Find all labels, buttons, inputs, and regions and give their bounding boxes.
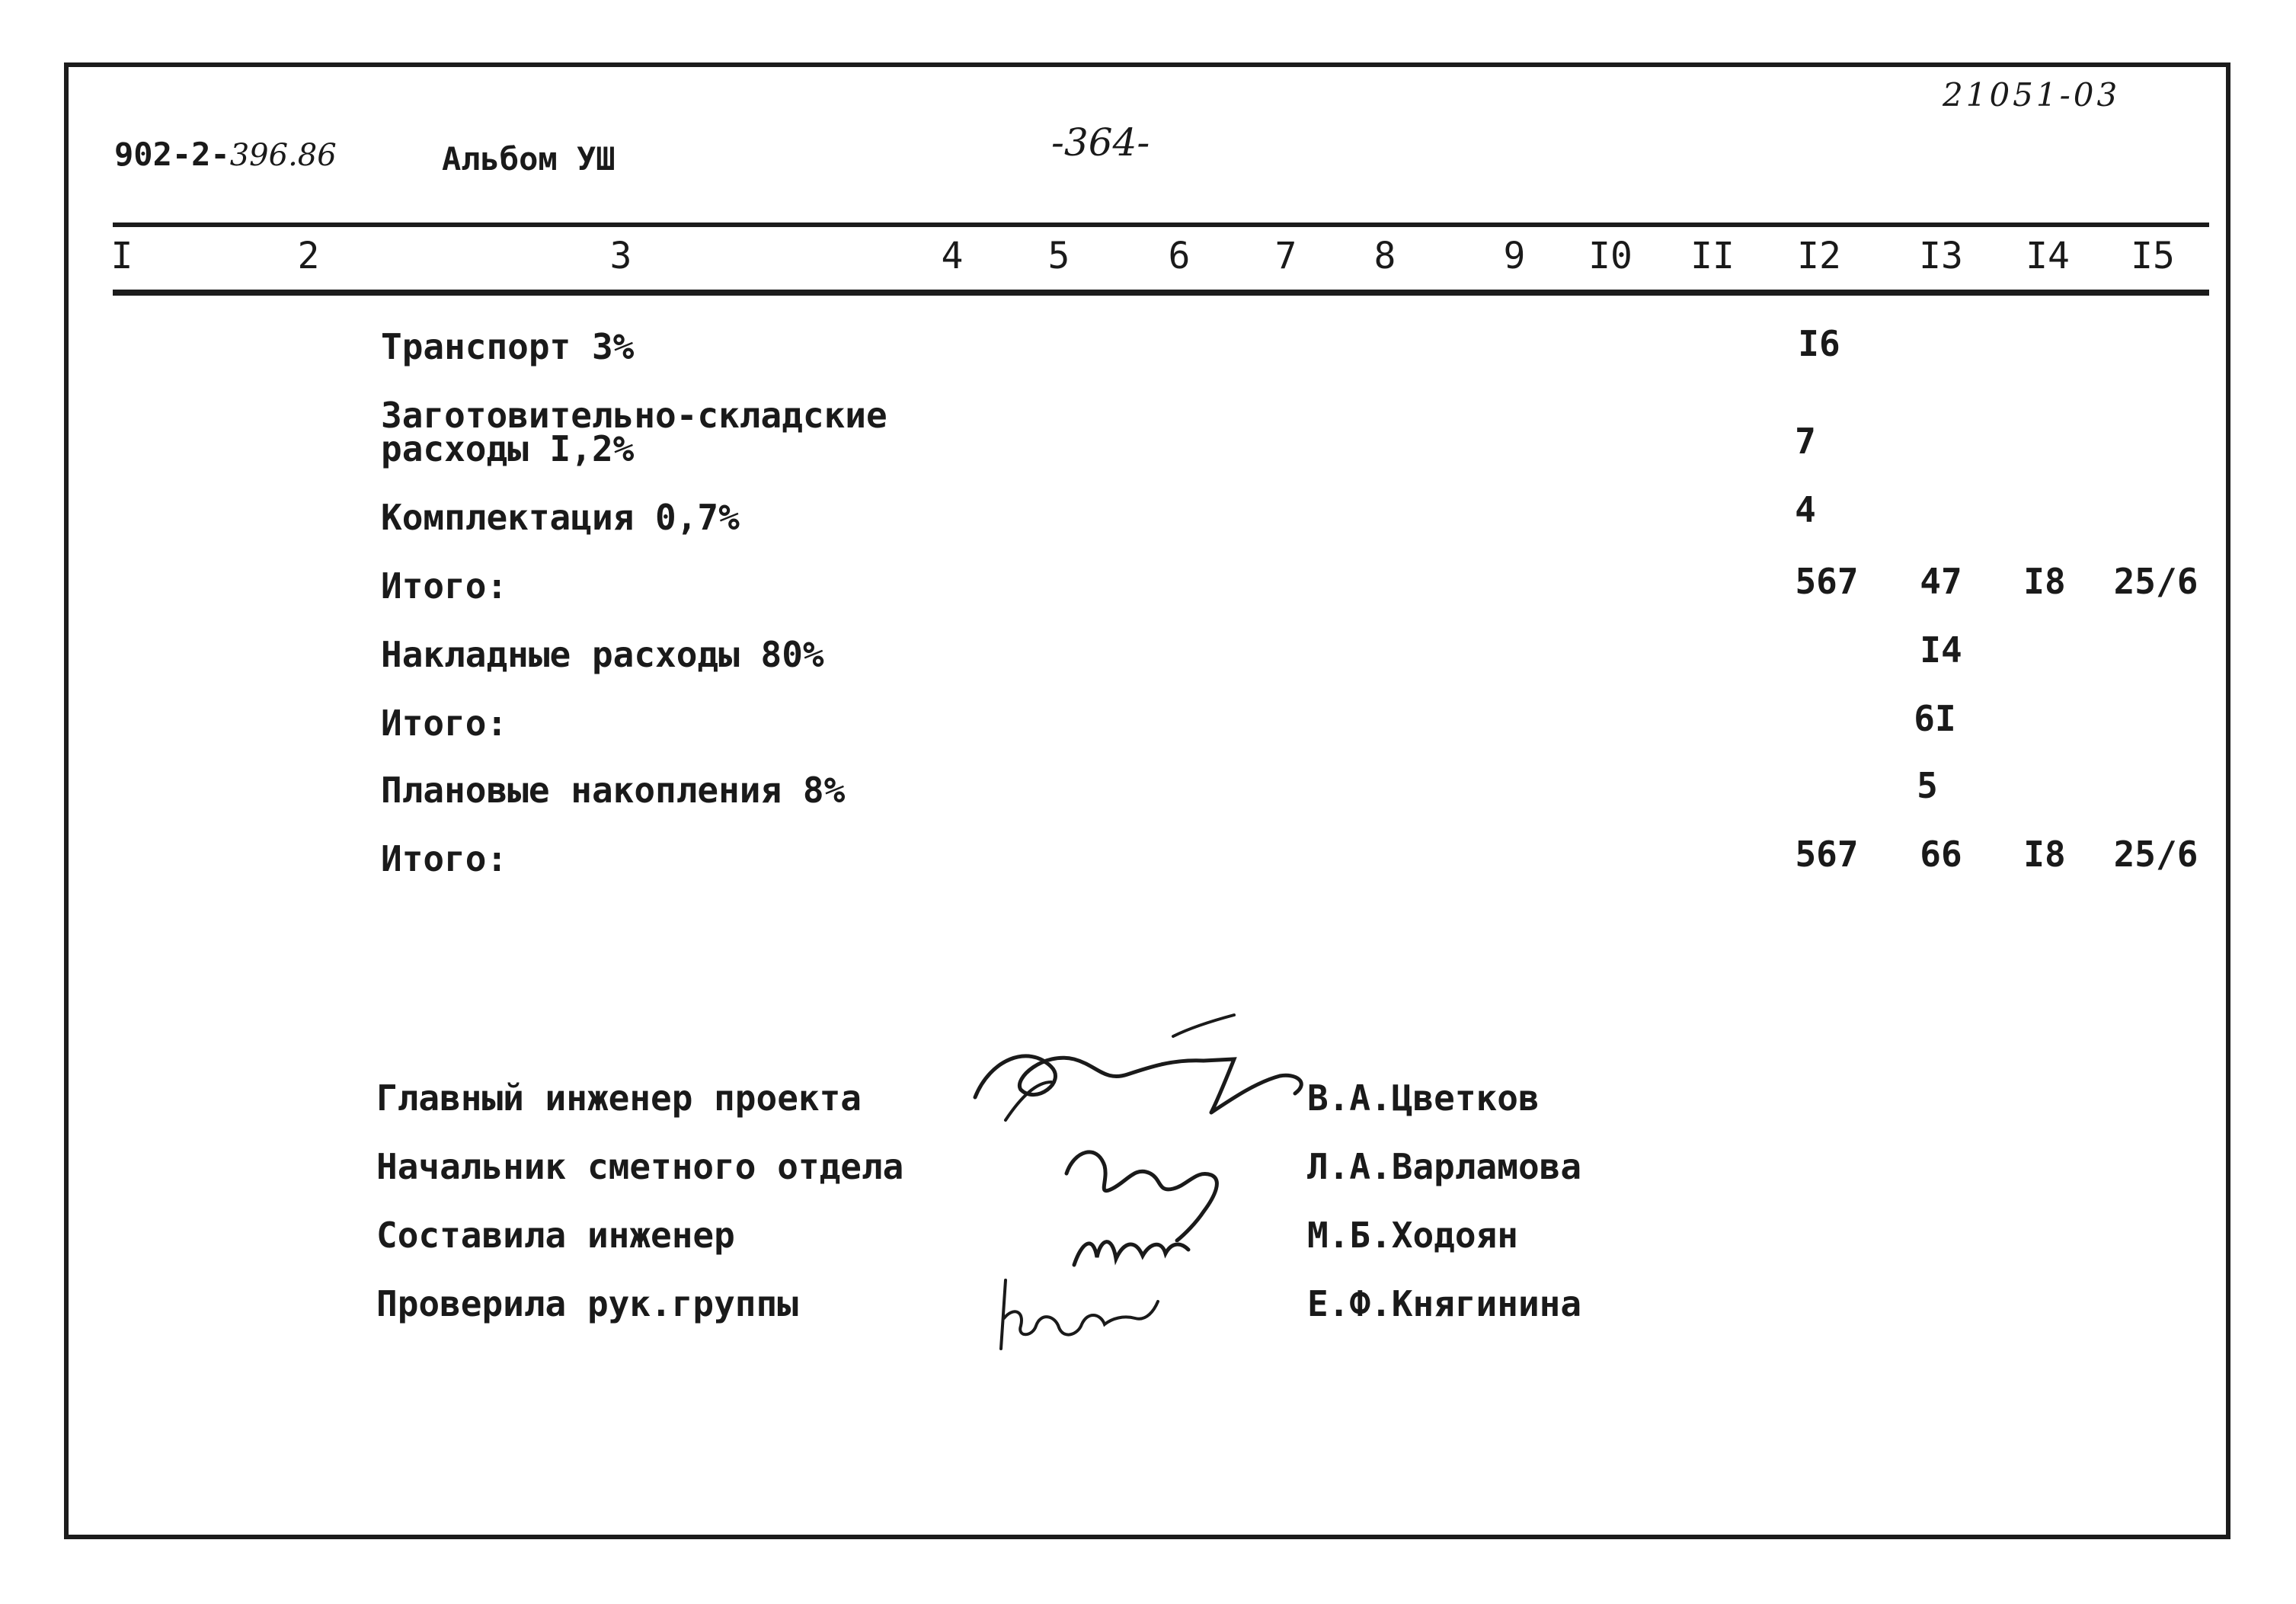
- row-label-subtotal-1: Итого:: [381, 565, 508, 607]
- column-number-14: I4: [2026, 235, 2070, 277]
- sign-name-estimate-head: Л.А.Варламова: [1307, 1146, 1582, 1187]
- row-label-transport: Транспорт 3%: [381, 326, 635, 367]
- row-total-col12: 567: [1795, 834, 1859, 875]
- row-total-col13: 66: [1920, 834, 1962, 875]
- row-label-procurement-line1: Заготовительно-складские: [381, 395, 887, 436]
- signature-checker: [990, 1265, 1188, 1356]
- sign-role-compiler: Составила инженер: [376, 1215, 735, 1256]
- column-number-10: I0: [1588, 235, 1632, 277]
- column-header-top-rule: [113, 223, 2209, 227]
- column-number-4: 4: [941, 235, 964, 277]
- column-number-9: 9: [1503, 235, 1526, 277]
- row-total-col15: 25/6: [2113, 834, 2198, 875]
- column-number-6: 6: [1168, 235, 1191, 277]
- row-total-col14: I8: [2023, 834, 2066, 875]
- signature-chief-engineer: [960, 1006, 1325, 1135]
- column-number-3: 3: [609, 235, 632, 277]
- document-number: 21051-03: [1943, 76, 2121, 114]
- row-completion-col12: 4: [1795, 489, 1816, 530]
- row-label-subtotal-2: Итого:: [381, 703, 508, 744]
- row-subtotal-1-col12: 567: [1795, 561, 1859, 602]
- row-subtotal-1-col14: I8: [2023, 561, 2066, 602]
- row-overhead-col13: I4: [1920, 629, 1962, 671]
- row-label-completion: Комплектация 0,7%: [381, 497, 740, 538]
- drawing-code-handwritten: 396.86: [229, 138, 337, 173]
- column-number-15: I5: [2131, 235, 2175, 277]
- album-label: Альбом УШ: [442, 140, 616, 178]
- row-planned-savings-col13: 5: [1917, 765, 1938, 806]
- drawing-code-prefix: 902-2-: [114, 136, 230, 173]
- row-label-total: Итого:: [381, 838, 508, 879]
- sign-role-chief-engineer: Главный инженер проекта: [376, 1077, 862, 1119]
- sign-name-chief-engineer: В.А.Цветков: [1307, 1077, 1540, 1119]
- row-label-planned-savings: Плановые накопления 8%: [381, 770, 846, 811]
- column-number-7: 7: [1274, 235, 1297, 277]
- row-label-procurement-line2: расходы I,2%: [381, 428, 635, 469]
- sign-role-checker: Проверила рук.группы: [376, 1283, 798, 1324]
- row-subtotal-1-col15: 25/6: [2113, 561, 2198, 602]
- column-number-12: I2: [1797, 235, 1841, 277]
- sign-role-estimate-head: Начальник сметного отдела: [376, 1146, 904, 1187]
- row-procurement-col12: 7: [1795, 421, 1816, 462]
- sign-name-checker: Е.Ф.Княгинина: [1307, 1283, 1582, 1324]
- column-number-2: 2: [297, 235, 320, 277]
- drawing-code: [114, 136, 337, 173]
- row-subtotal-1-col13: 47: [1920, 561, 1962, 602]
- row-subtotal-2-col13: 6I: [1914, 698, 1956, 739]
- column-header-bottom-rule: [113, 290, 2209, 296]
- column-number-1: I: [110, 235, 133, 277]
- column-number-8: 8: [1373, 235, 1396, 277]
- page-number: -364-: [1051, 120, 1150, 165]
- column-number-13: I3: [1919, 235, 1963, 277]
- sign-name-compiler: М.Б.Ходоян: [1307, 1215, 1518, 1256]
- row-transport-col12: I6: [1798, 323, 1840, 364]
- column-number-11: II: [1690, 235, 1735, 277]
- column-number-5: 5: [1047, 235, 1070, 277]
- row-label-overhead: Накладные расходы 80%: [381, 634, 824, 675]
